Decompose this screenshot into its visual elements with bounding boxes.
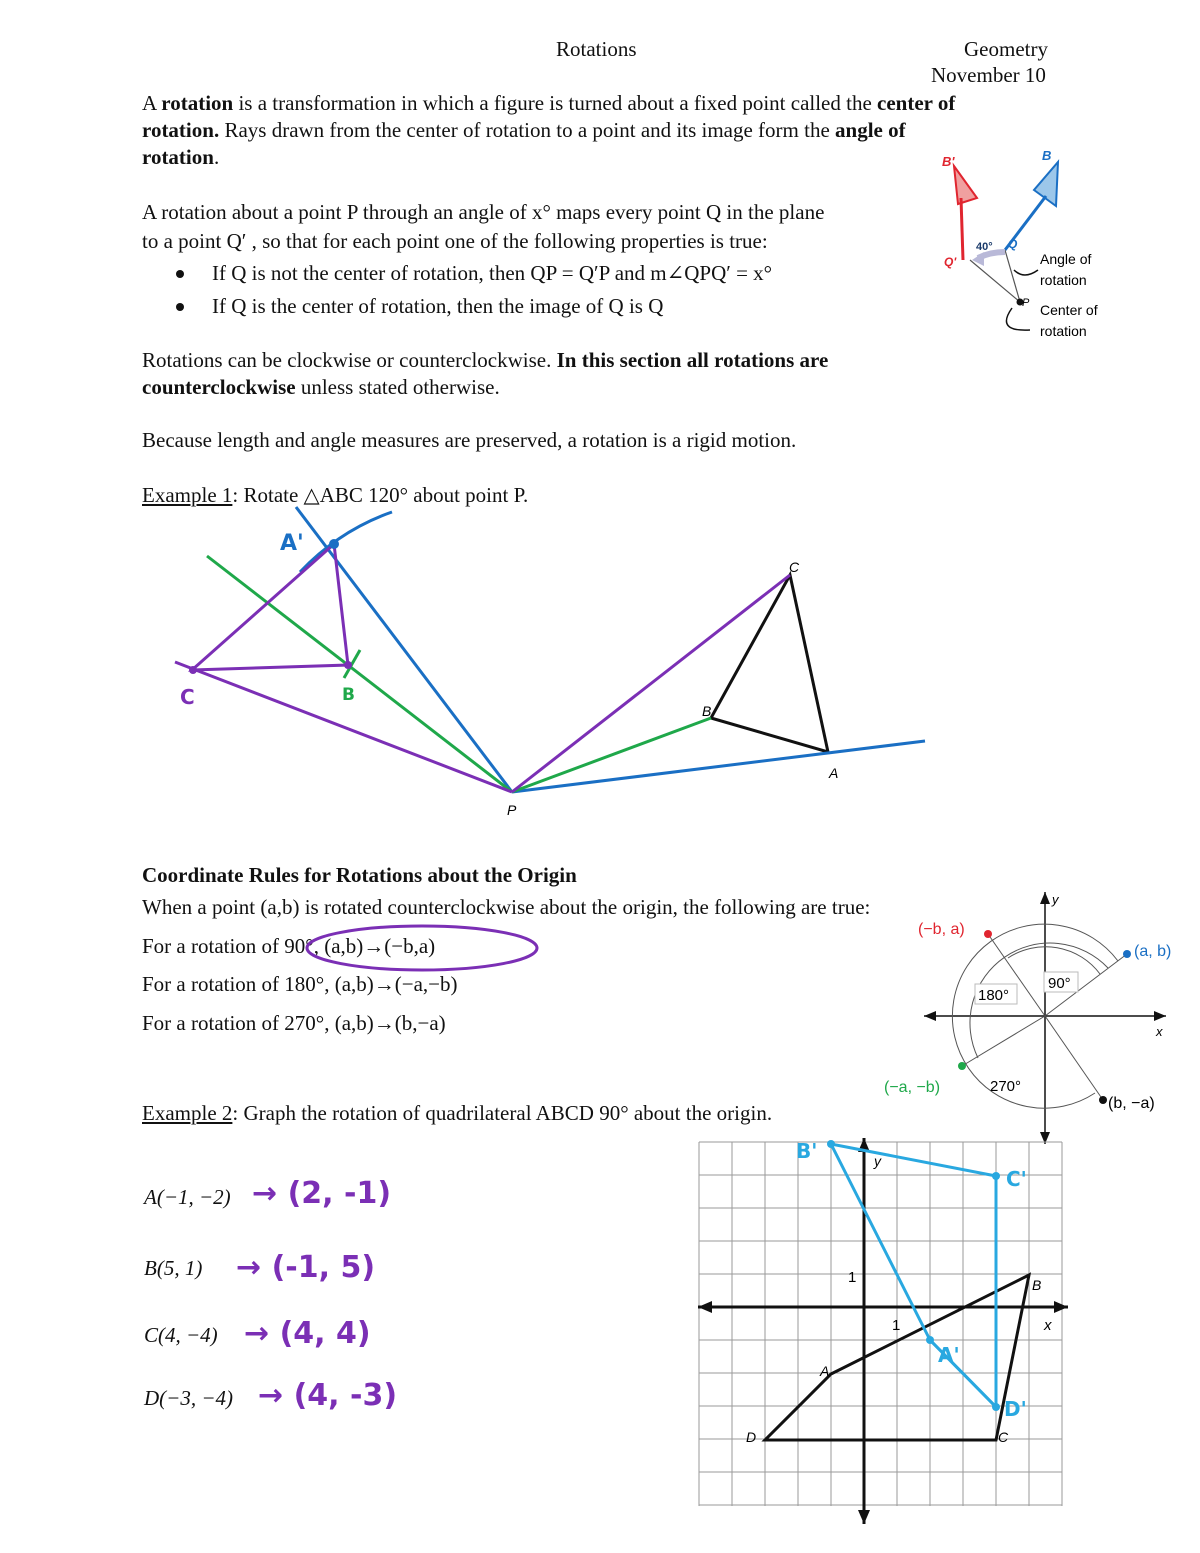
label-b: B bbox=[1032, 1277, 1042, 1293]
rule-90: For a rotation of 90°, (a,b)→(−b,a) bbox=[142, 934, 436, 958]
label-90: 90° bbox=[1048, 975, 1071, 992]
label-x: x bbox=[1156, 1024, 1163, 1039]
ray-neg-a-neg-b bbox=[962, 1016, 1045, 1066]
label-one-y: 1 bbox=[848, 1269, 857, 1286]
label-one-x: 1 bbox=[892, 1317, 901, 1334]
mapping-b-image: → (-1, 5) bbox=[236, 1250, 376, 1285]
mapping-a-image: → (2, -1) bbox=[252, 1176, 392, 1211]
label-x: x bbox=[1044, 1317, 1052, 1334]
arc-90 bbox=[1008, 947, 1100, 974]
point-neg-a-neg-b bbox=[958, 1062, 966, 1070]
label-ab: (a, b) bbox=[1134, 943, 1172, 960]
red-triangle bbox=[954, 166, 977, 204]
hand-label-c-prime: C bbox=[180, 685, 195, 709]
mapping-d-pre: D(−3, −4) bbox=[144, 1386, 233, 1410]
grid-lines bbox=[699, 1142, 1062, 1506]
point-b-prime bbox=[827, 1140, 835, 1148]
label-d-prime: D' bbox=[1004, 1397, 1027, 1421]
direction-line-1: Rotations can be clockwise or counterclockwise. In this section all rotations are bbox=[142, 348, 829, 372]
mapping-c-pre: C(4, −4) bbox=[144, 1323, 218, 1347]
rule-line-1: A rotation about a point P through an angle of x° maps every point Q in the plane bbox=[142, 200, 825, 224]
center-label-1: Center of bbox=[1040, 302, 1098, 318]
label-c-prime: C' bbox=[1006, 1167, 1027, 1191]
label-d: D bbox=[746, 1429, 757, 1445]
point-c-prime bbox=[992, 1172, 1000, 1180]
center-arrow bbox=[1006, 308, 1030, 330]
angle-label-1: Angle of bbox=[1040, 251, 1092, 267]
y-axis-arrow-down bbox=[858, 1510, 870, 1524]
rigid-motion-text: Because length and angle measures are preserved, a rotation is a rigid motion. bbox=[142, 428, 797, 452]
ray-b-neg-a bbox=[1045, 1016, 1103, 1100]
example-1-heading: Example 1: Rotate △ABC 120° about point P. bbox=[142, 483, 529, 507]
hand-label-b-prime: B bbox=[342, 685, 355, 705]
date-label: November 10 bbox=[931, 63, 1046, 87]
label-270: 270° bbox=[990, 1078, 1022, 1095]
label-c: C bbox=[998, 1429, 1009, 1445]
angle-label-arrow bbox=[1014, 270, 1038, 275]
red-line bbox=[961, 198, 963, 260]
definition-line-2: rotation. Rays drawn from the center of rotation to a point and its image form the angle of bbox=[142, 118, 906, 142]
center-label-2: rotation bbox=[1040, 323, 1087, 339]
ray-q-prime bbox=[970, 260, 1020, 302]
label-b: B bbox=[702, 703, 712, 719]
angle-label-2: rotation bbox=[1040, 272, 1087, 288]
example-2-graph bbox=[690, 1130, 1090, 1530]
coordinate-rules-heading: Coordinate Rules for Rotations about the Origin bbox=[142, 863, 577, 887]
label-b: B bbox=[1042, 148, 1052, 163]
label-a: A bbox=[820, 1363, 830, 1379]
rule-bullet-2: If Q is the center of rotation, then the image of Q is Q bbox=[212, 294, 664, 318]
point-b-prime bbox=[344, 661, 352, 669]
mapping-a-pre: A(−1, −2) bbox=[144, 1185, 231, 1209]
x-axis-arrow-left bbox=[924, 1011, 936, 1021]
point-c-prime bbox=[189, 666, 197, 674]
origin-rotation-figure bbox=[880, 888, 1190, 1150]
label-neg-a-neg-b: (−a, −b) bbox=[884, 1079, 941, 1096]
subject-label: Geometry bbox=[964, 37, 1048, 61]
hand-label-a-prime: A' bbox=[280, 531, 304, 556]
label-q: Q bbox=[1008, 237, 1018, 251]
label-c: C bbox=[789, 559, 800, 575]
mapping-b-pre: B(5, 1) bbox=[144, 1256, 203, 1280]
label-p: P bbox=[507, 802, 517, 818]
point-a-prime bbox=[329, 539, 339, 549]
x-axis-arrow-left bbox=[698, 1301, 712, 1313]
rule-270: For a rotation of 270°, (a,b)→(b,−a) bbox=[142, 1011, 446, 1035]
coordinate-rules-intro: When a point (a,b) is rotated counterclockwise about the origin, the following are true: bbox=[142, 895, 871, 919]
triangle-abc bbox=[711, 575, 828, 752]
definition-line-3: rotation. bbox=[142, 145, 220, 169]
mapping-d-image: → (4, -3) bbox=[258, 1378, 398, 1413]
rule-180: For a rotation of 180°, (a,b)→(−a,−b) bbox=[142, 972, 458, 996]
label-a: A bbox=[829, 765, 839, 781]
label-y: y bbox=[874, 1153, 881, 1169]
rule-line-2: to a point Q′ , so that for each point one of the following properties is true: bbox=[142, 229, 768, 253]
label-angle: 40° bbox=[976, 241, 993, 253]
x-axis-arrow-right bbox=[1154, 1011, 1166, 1021]
example-2-heading: Example 2: Graph the rotation of quadrilateral ABCD 90° about the origin. bbox=[142, 1101, 773, 1125]
y-axis-arrow-up bbox=[1040, 892, 1050, 904]
x-axis-arrow-right bbox=[1054, 1301, 1068, 1313]
rotation-concept-figure bbox=[930, 140, 1130, 350]
point-neg-b-a bbox=[984, 930, 992, 938]
point-ab bbox=[1123, 950, 1131, 958]
label-b-prime: B' bbox=[942, 154, 955, 169]
label-neg-b-a: (−b, a) bbox=[918, 921, 965, 938]
label-a-prime: A' bbox=[938, 1343, 960, 1367]
label-180: 180° bbox=[978, 987, 1010, 1004]
ray-pc bbox=[512, 575, 790, 792]
ray-q bbox=[1005, 250, 1020, 302]
label-y: y bbox=[1052, 892, 1059, 907]
definition-line-1: A rotation is a transformation in which a figure is turned about a fixed point called the center of bbox=[142, 91, 956, 115]
direction-line-2: counterclockwise unless stated otherwise. bbox=[142, 375, 500, 399]
page-title: Rotations bbox=[556, 37, 637, 61]
rule-90-highlight bbox=[300, 920, 545, 976]
label-p: P bbox=[1022, 297, 1030, 309]
blue-triangle bbox=[1034, 162, 1058, 206]
point-b-neg-a bbox=[1099, 1096, 1107, 1104]
mapping-c-image: → (4, 4) bbox=[244, 1316, 371, 1351]
label-b-prime: B' bbox=[796, 1139, 818, 1163]
label-b-neg-a: (b, −a) bbox=[1108, 1095, 1155, 1112]
ray-pa bbox=[512, 741, 925, 792]
label-q-prime: Q' bbox=[944, 255, 957, 269]
rule-bullet-1: If Q is not the center of rotation, then QP = Q′P and m∠QPQ′ = x° bbox=[212, 261, 773, 285]
